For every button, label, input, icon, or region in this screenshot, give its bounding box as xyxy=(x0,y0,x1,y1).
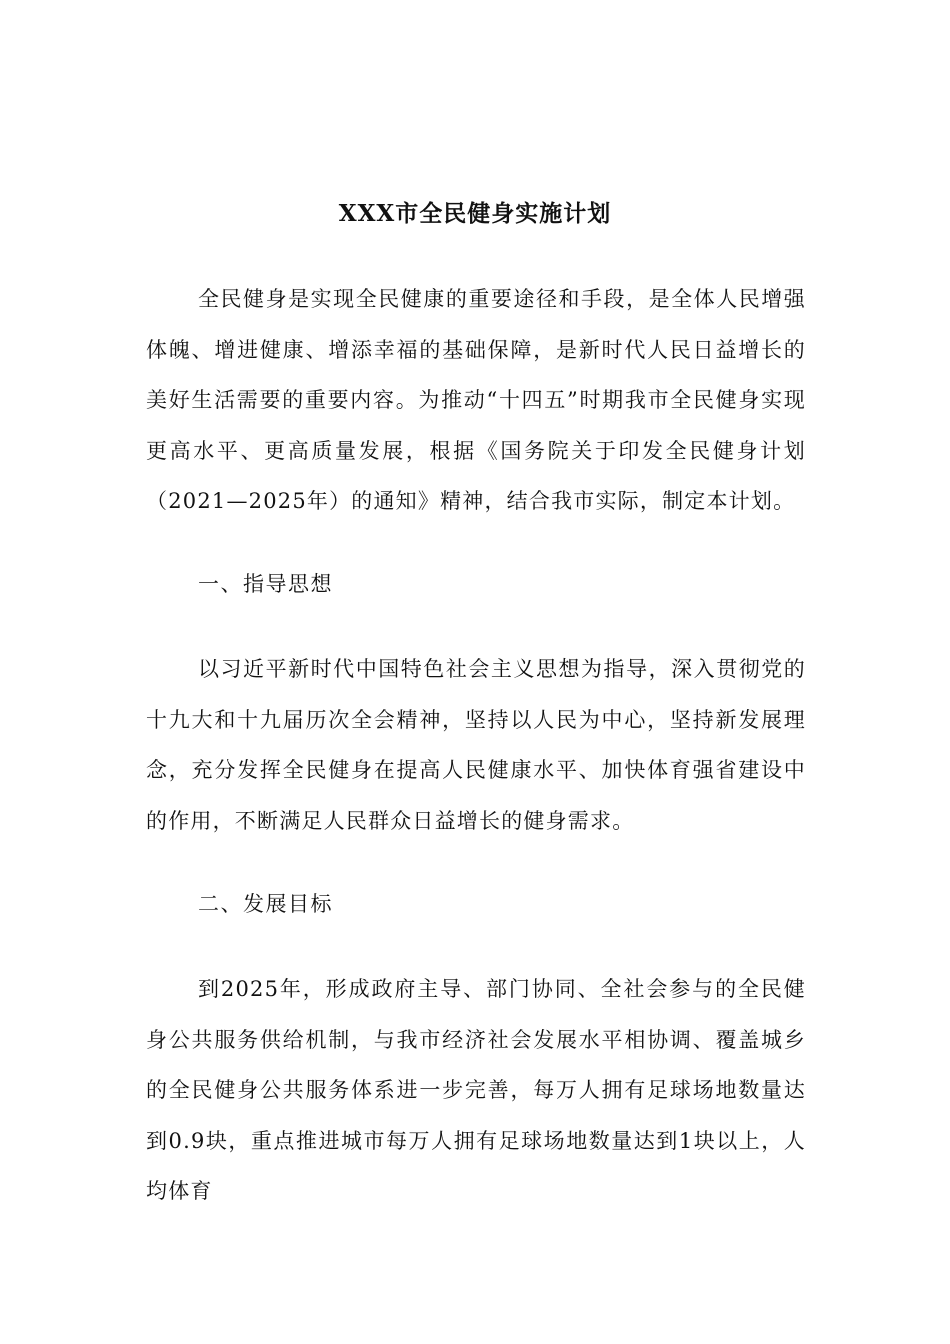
intro-paragraph: 全民健身是实现全民健康的重要途径和手段，是全体人民增强体魄、增进健康、增添幸福的基础保障，是新时代人民日益增长的美好生活需要的重要内容。为推动“十四五”时期我市全民健身实现更高水平、更高质量发展，根据《国务院关于印发全民健身计划（2021—2025年）的通知》精神，结合我市实际，制定本计划。 xyxy=(146,287,806,513)
section-body-guiding-ideology: 以习近平新时代中国特色社会主义思想为指导，深入贯彻党的十九大和十九届历次全会精神，坚持以人民为中心，坚持新发展理念，充分发挥全民健身在提高人民健康水平、加快体育强省建设中的作用，不断满足人民群众日益增长的健身需求。 xyxy=(146,657,806,833)
section-heading-development-goals: 二、发展目标 xyxy=(198,892,333,916)
document-title: XXX市全民健身实施计划 xyxy=(338,200,612,227)
section-heading-guiding-ideology: 一、指导思想 xyxy=(198,572,333,596)
section-body-development-goals: 到2025年，形成政府主导、部门协同、全社会参与的全民健身公共服务供给机制，与我市经济社会发展水平相协调、覆盖城乡的全民健身公共服务体系进一步完善，每万人拥有足球场地数量达到0.9块，重点推进城市每万人拥有足球场地数量达到1块以上，人均体育 xyxy=(146,977,806,1203)
